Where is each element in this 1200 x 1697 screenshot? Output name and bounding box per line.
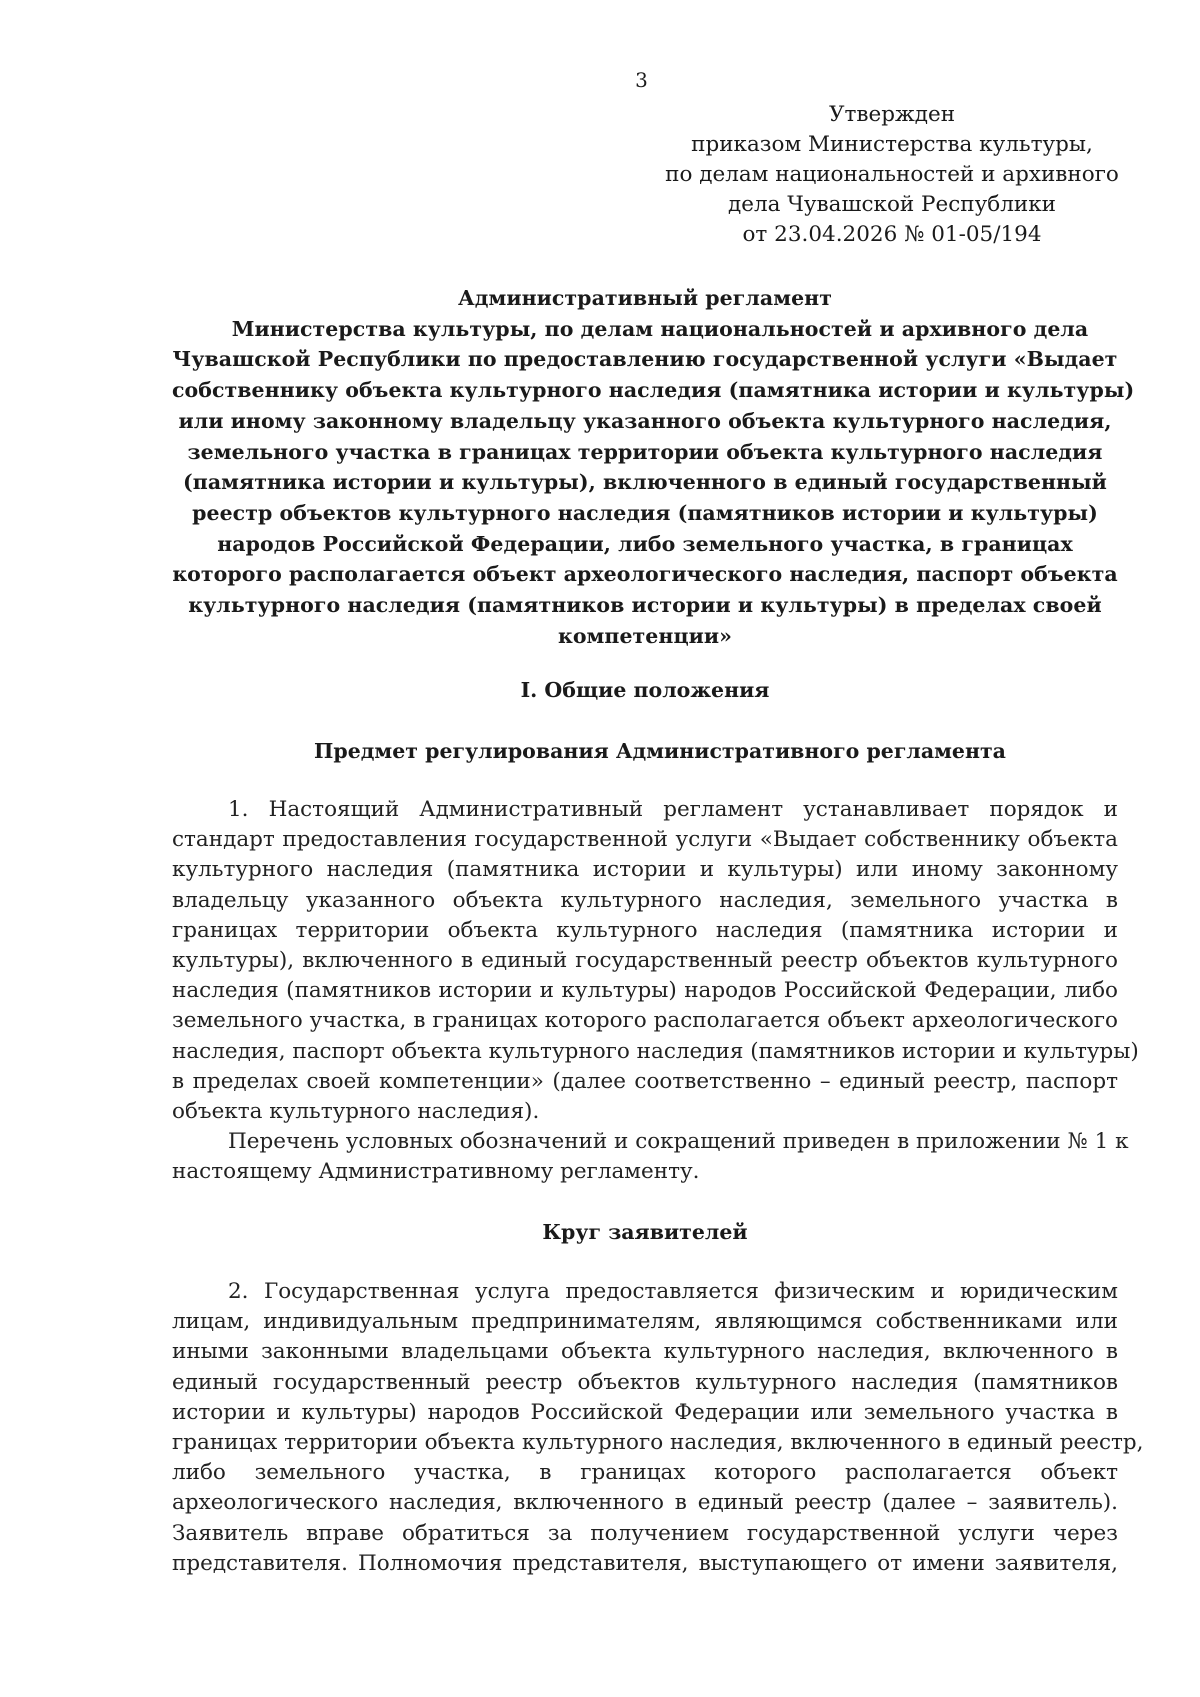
title-line: компетенции» [557, 623, 733, 648]
section-subheading: Предмет регулирования Административного регламента [314, 739, 1006, 763]
title-line: народов Российской Федерации, либо земельного участка, в границах [217, 531, 1073, 556]
paragraph-1 [172, 795, 1139, 1188]
paragraph-line: 1. Настоящий Административный регламент устанавливает порядок и [228, 797, 1118, 822]
paragraph-line: Перечень условных обозначений и сокращений приведен в приложении № 1 к [228, 1129, 1129, 1155]
title-line: земельного участка в границах территории объекта культурного наследия [187, 439, 1103, 464]
page-number: 3 [635, 68, 648, 92]
paragraph-line: либо земельного участка, в границах которого располагается объект [172, 1460, 1118, 1486]
document-title [172, 283, 1135, 651]
paragraph-line: Заявитель вправе обратиться за получением государственной услуги через [172, 1520, 1118, 1546]
paragraph-line: единый государственный реестр объектов культурного наследия (памятников [172, 1369, 1118, 1395]
approval-line: по делам национальностей и архивного [665, 162, 1119, 187]
paragraph-line: наследия (памятников истории и культуры) народов Российской Федерации, либо [172, 978, 1118, 1004]
approval-stamp [642, 100, 1142, 250]
approval-line: от 23.04.2026 № 01-05/194 [742, 222, 1042, 247]
paragraph-line: земельного участка, в границах которого располагается объект археологического [172, 1008, 1118, 1034]
paragraph-line: настоящему Административному регламенту. [172, 1159, 700, 1185]
paragraph-line: археологического наследия, включенного в единый реестр (далее – заявитель). [172, 1490, 1118, 1516]
approval-line: Утвержден [828, 102, 956, 127]
paragraph-line: объекта культурного наследия). [172, 1099, 540, 1125]
title-line: которого располагается объект археологического наследия, паспорт объекта [172, 562, 1118, 587]
title-line: культурного наследия (памятников истории и культуры) в пределах своей [188, 593, 1102, 618]
paragraph-line: в пределах своей компетенции» (далее соответственно – единый реестр, паспорт [172, 1068, 1118, 1094]
paragraph-line: истории и культуры) народов Российской Федерации или земельного участка в [172, 1399, 1118, 1425]
paragraph-line: культуры), включенного в единый государственный реестр объектов культурного [172, 948, 1118, 974]
title-line: или иному законному владельцу указанного объекта культурного наследия, [178, 408, 1112, 433]
paragraph-line: 2. Государственная услуга предоставляется физическим и юридическим [228, 1279, 1118, 1304]
paragraph-line: лицам, индивидуальным предпринимателям, являющимся собственниками или [172, 1309, 1118, 1335]
section-heading: I. Общие положения [520, 678, 770, 702]
title-line: Министерства культуры, по делам национальностей и архивного дела [231, 316, 1089, 341]
paragraph-line: представителя. Полномочия представителя, выступающего от имени заявителя, [172, 1550, 1118, 1576]
paragraph-line: иными законными владельцами объекта культурного наследия, включенного в [172, 1339, 1118, 1365]
paragraph-line: наследия, паспорт объекта культурного наследия (памятников истории и культуры) [172, 1038, 1139, 1064]
title-line: Административный регламент [458, 286, 832, 310]
paragraph-line: стандарт предоставления государственной услуги «Выдает собственнику объекта [172, 827, 1118, 853]
paragraph-line: культурного наследия (памятника истории и культуры) или иному законному [172, 857, 1118, 883]
paragraph-2 [172, 1277, 1144, 1579]
title-line: собственнику объекта культурного наследия (памятника истории и культуры) [172, 378, 1135, 403]
approval-line: дела Чувашской Республики [728, 192, 1056, 217]
paragraph-line: границах территории объекта культурного наследия (памятника истории и [172, 917, 1118, 943]
title-line: реестр объектов культурного наследия (памятников истории и культуры) [192, 500, 1098, 525]
approval-line: приказом Министерства культуры, [691, 132, 1093, 157]
title-line: (памятника истории и культуры), включенного в единый государственный [183, 470, 1107, 495]
title-line: Чувашской Республики по предоставлению государственной услуги «Выдает [172, 347, 1118, 372]
section-subheading: Круг заявителей [542, 1220, 748, 1244]
paragraph-line: границах территории объекта культурного наследия, включенного в единый реестр, [172, 1430, 1144, 1456]
paragraph-line: владельцу указанного объекта культурного наследия, земельного участка в [172, 887, 1118, 913]
